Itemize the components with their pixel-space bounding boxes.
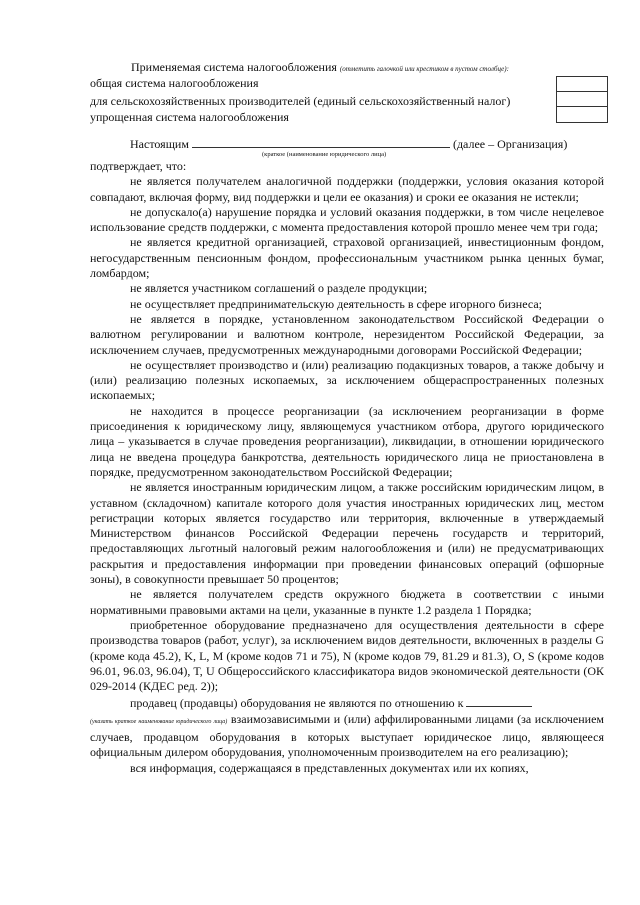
body-text — [90, 159, 604, 776]
org-name-field[interactable] — [192, 136, 450, 148]
tax-option-agri: для сельскохозяйственных производителей (единый сельскохозяйственный налог) — [90, 94, 511, 108]
tax-system-heading-note: (отметить галочкой или крестиком в пустом столбце): — [339, 65, 509, 73]
intro-end: (далее – Организация) — [452, 137, 568, 151]
paragraph: не является иностранным юридическим лицом, а также российским юридическим лицом, в уставном (складочном) капитале которого доля участия иностранных юридических лиц, местом регистрации которых является государство или территория, включенные в утверждаемый Министерством финансов Российской Федерации перечень государств и территорий, предоставляющих льготный налоговый режим налогообложения и (или) не предусматривающих раскрытия и предоставления информации при проведении финансовых операций (офшорные зоны), в совокупности превышает 50 процентов; — [90, 480, 604, 587]
paragraph: не допускало(а) нарушение порядка и условий оказания поддержки, в том числе нецелевое использование средств поддержки, с момента предоставления которой прошло менее чем три года; — [90, 204, 604, 235]
tax-option-simplified: упрощенная система налогообложения — [90, 110, 289, 124]
intro-start: Настоящим — [130, 137, 189, 151]
tax-option-general: общая система налогообложения — [90, 76, 259, 90]
tax-system-heading — [131, 60, 640, 78]
checkbox-simplified[interactable] — [556, 106, 608, 123]
paragraph: не является кредитной организацией, страховой организацией, инвестиционным фондом, негосударственным пенсионным фондом, профессиональным участником рынка ценных бумаг, ломбардом; — [90, 235, 604, 281]
paragraph: не находится в процессе реорганизации (за исключением реорганизации в форме присоединения к юридическому лицу, являющемуся участником отбора, другого юридического лица – указывается в случае проведения реорганизации), ликвидации, в отношении юридического лица не введена процедура банкротства, деятельность юридического лица не приостановлена в порядке, предусмотренном законодательством Российской Федерации; — [90, 403, 604, 479]
org-name-caption: (краткое (наименование юридического лица) — [262, 151, 387, 158]
seller-start: продавец (продавцы) оборудования не являются по отношению к — [130, 696, 464, 711]
paragraph: не является участником соглашений о разделе продукции; — [130, 281, 428, 296]
seller-rest-paragraph — [90, 712, 604, 761]
checkbox-general[interactable] — [556, 76, 608, 92]
paragraph: не является в порядке, установленном законодательством Российской Федерации о валютном регулировании и валютном контроле, нерезидентом Российской Федерации, за исключением случаев, предусмотренных международными договорами Российской Федерации; — [90, 311, 604, 357]
checkbox-agri[interactable] — [556, 91, 608, 107]
tax-system-heading-text: Применяемая система налогообложения — [131, 60, 337, 74]
paragraph: не осуществляет предпринимательскую деятельность в сфере игорного бизнеса; — [130, 296, 542, 311]
seller-org-field[interactable] — [466, 696, 532, 707]
seller-caption: (указать краткое наименование юридического лица) — [90, 718, 228, 725]
paragraph: не является получателем аналогичной поддержки (поддержки, условия оказания которой совпадают, включая форму, вид поддержки и цели ее оказания) и сроки ее оказания не истекли; — [90, 174, 604, 204]
paragraph: не является получателем средств окружного бюджета в соответствии с иными нормативными правовыми актами на цели, указанные в пункте 1.2 раздела 1 Порядка; — [90, 587, 604, 617]
seller-rest: взаимозависимыми и (или) аффилированными лицами (за исключением случаев, продавцом оборудования в которых выступает юридическое лицо, являющееся официальным дилером оборудования, уполномоченным производителем на его реализацию); — [90, 711, 604, 760]
paragraph: не осуществляет производство и (или) реализацию подакцизных товаров, а также добычу и (или) реализацию полезных ископаемых, за исключением общераспространенных полезных ископаемых; — [90, 357, 604, 403]
seller-paragraph — [90, 696, 604, 711]
confirms-text: подтверждает, что: — [90, 159, 187, 173]
last-paragraph: вся информация, содержащаяся в представленных документах или их копиях, — [130, 760, 529, 775]
paragraph: приобретенное оборудование предназначено для осуществления деятельности в сфере производства товаров (работ, услуг), за исключением видов деятельности, включенных в разделы G (кроме кода 45.2), K, L, M (кроме кодов 71 и 75), N (кроме кодов 79, 81.29 и 81.3), O, S (кроме кодов 96.01, 96.03, 96.04), T, U Общероссийского классификатора видов экономической деятельности (ОК 029-2014 (КДЕС ред. 2)); — [90, 617, 604, 694]
